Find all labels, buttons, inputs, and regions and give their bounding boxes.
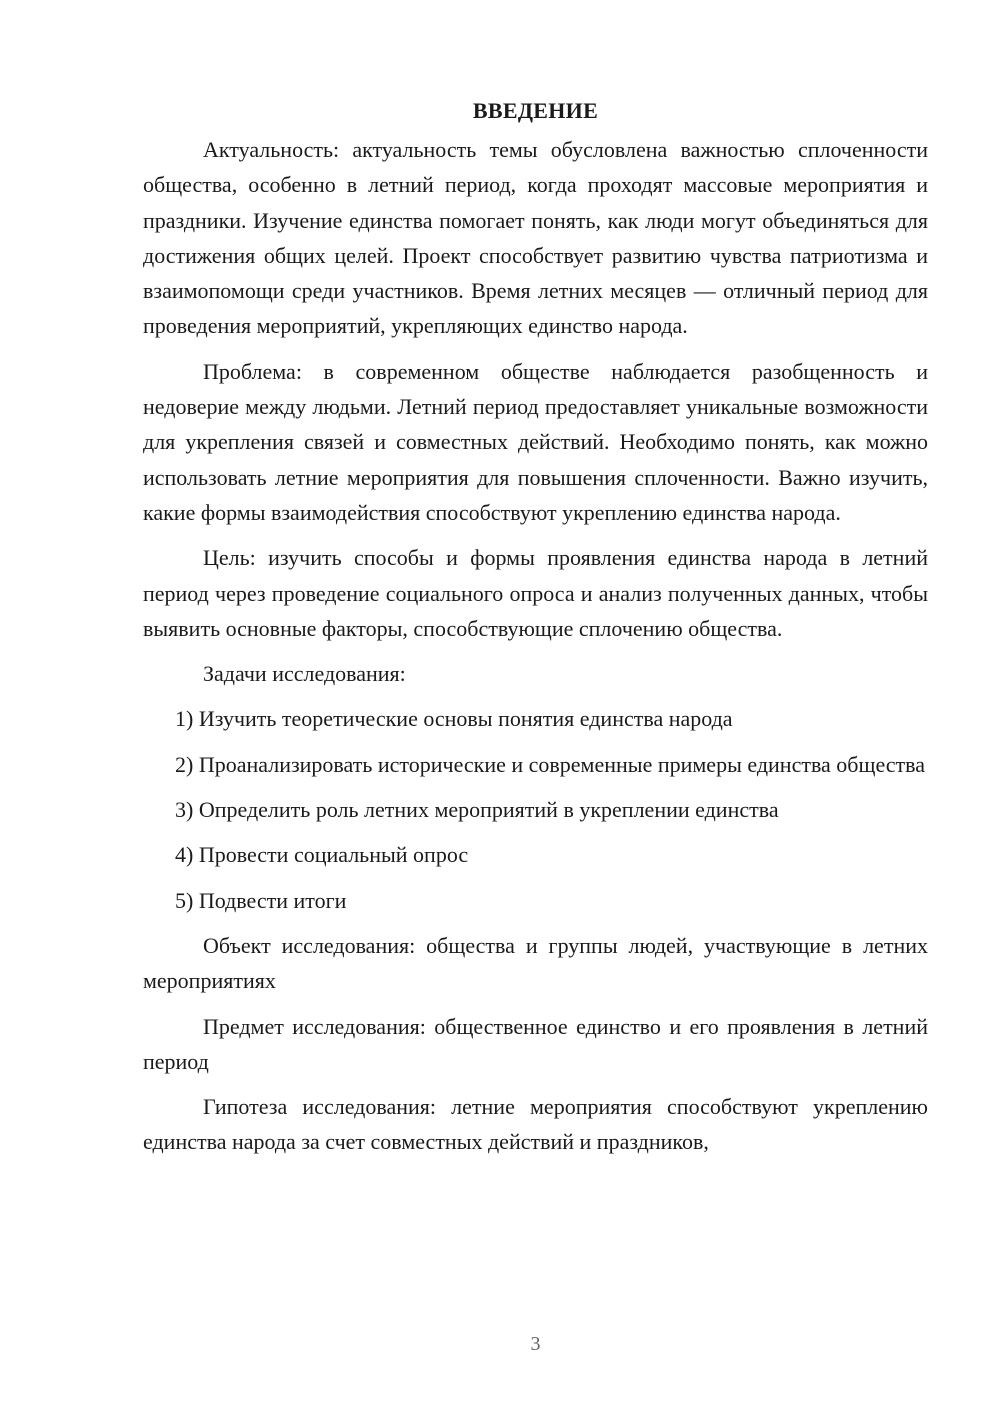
page-number: 3 [530, 1333, 541, 1355]
tasks-heading: Задачи исследования: [203, 661, 406, 687]
task-item-1: 1) Изучить теоретические основы понятия единства народа [175, 706, 733, 732]
goal-paragraph: Цель: изучить способы и формы проявления единства народа в летний период через проведение социального опроса и анализ полученных данных, чтобы выявить основные факторы, способствующие сплочению общества. [143, 545, 928, 641]
task-item-4: 4) Провести социальный опрос [175, 842, 469, 868]
object-paragraph: Объект исследования: общества и группы людей, участвующие в летних мероприятиях [143, 932, 928, 994]
subject-paragraph: Предмет исследования: общественное единство и его проявления в летний период [143, 1013, 928, 1074]
hypothesis-paragraph: Гипотеза исследования: летние мероприятия способствуют укреплению единства народа за счет совместных действий и праздников, [143, 1094, 928, 1155]
task-item-3: 3) Определить роль летних мероприятий в укреплении единства [175, 797, 779, 823]
task-item-5: 5) Подвести итоги [175, 887, 347, 913]
task-item-2: 2) Проанализировать исторические и современные примеры единства общества [175, 751, 925, 777]
problem-paragraph: Проблема: в современном обществе наблюдается разобщенность и недоверие между людьми. Летний период предоставляет уникальные возможности для укрепления связей и совместных действий. Необходимо понять, как можно использовать летние мероприятия для повышения сплоченности. Важно изучить, какие формы взаимодействия способствуют укреплению единства народа. [143, 358, 928, 525]
section-heading: ВВЕДЕНИЕ [472, 98, 599, 123]
relevance-paragraph: Актуальность: актуальность темы обусловлена важностью сплоченности общества, особенно в летний период, когда проходят массовые мероприятия и праздники. Изучение единства помогает понять, как люди могут объединяться для достижения общих целей. Проект способствует развитию чувства патриотизма и взаимопомощи среди участников. Время летних месяцев — отличный период для проведения мероприятий, укрепляющих единство народа. [143, 137, 928, 339]
page-content [143, 96, 928, 1160]
